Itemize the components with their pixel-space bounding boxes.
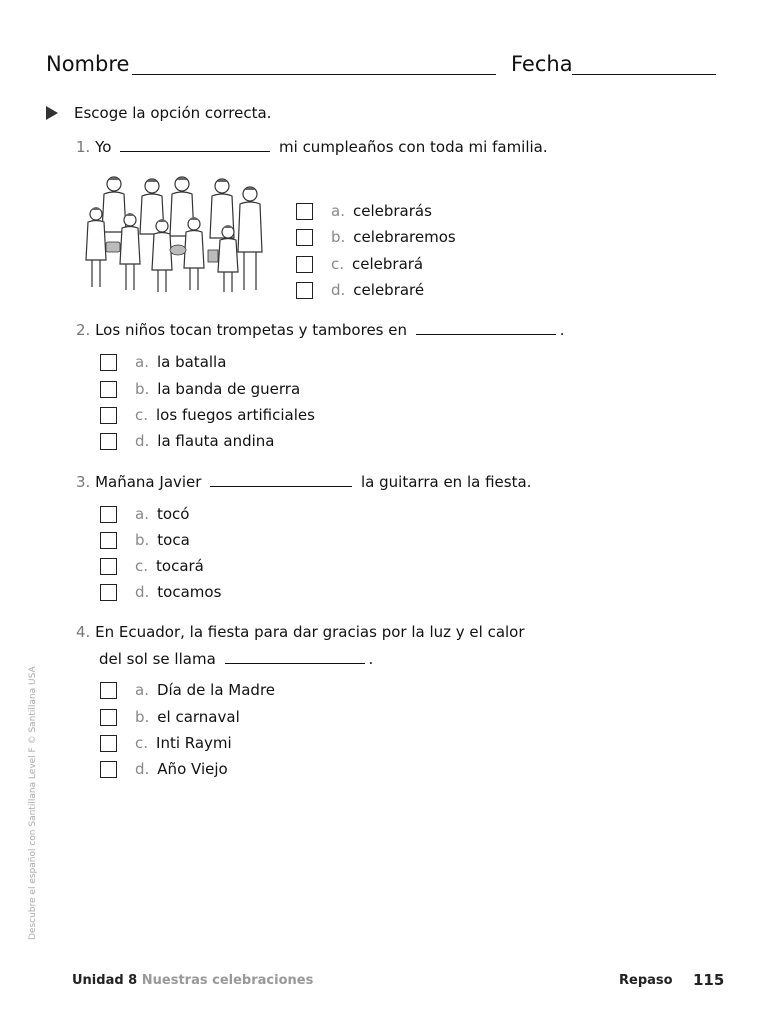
question-text-before: Los niños tocan trompetas y tambores en bbox=[95, 321, 407, 339]
option-text: celebrarás bbox=[352, 202, 432, 220]
question-number: 1. bbox=[76, 138, 91, 156]
option-text: Inti Raymi bbox=[156, 734, 232, 752]
question-text-before: del sol se llama bbox=[99, 650, 216, 668]
question-3 bbox=[76, 472, 531, 491]
question-text-after: mi cumpleaños con toda mi familia. bbox=[279, 138, 548, 156]
option-letter: a. bbox=[135, 353, 149, 371]
option-text: Día de la Madre bbox=[156, 681, 276, 699]
checkbox[interactable] bbox=[100, 506, 117, 523]
option-letter: b. bbox=[135, 708, 150, 726]
option-4c bbox=[100, 734, 232, 752]
option-text: tocará bbox=[156, 557, 204, 575]
option-text: Año Viejo bbox=[157, 760, 228, 778]
checkbox[interactable] bbox=[100, 354, 117, 371]
checkbox[interactable] bbox=[100, 407, 117, 424]
checkbox[interactable] bbox=[100, 558, 117, 575]
question-4-line2 bbox=[99, 649, 373, 668]
option-text: la banda de guerra bbox=[157, 380, 301, 398]
option-2a bbox=[100, 353, 226, 371]
option-letter: d. bbox=[135, 583, 150, 601]
option-2c bbox=[100, 406, 315, 424]
answer-blank[interactable] bbox=[416, 320, 556, 335]
option-text: los fuegos artificiales bbox=[156, 406, 315, 424]
unit-title: Nuestras celebraciones bbox=[141, 973, 314, 988]
footer-unit bbox=[72, 973, 313, 988]
option-3c bbox=[100, 557, 204, 575]
option-text: celebraré bbox=[353, 281, 425, 299]
instruction-arrow-icon bbox=[46, 106, 58, 120]
checkbox[interactable] bbox=[100, 532, 117, 549]
answer-blank[interactable] bbox=[120, 137, 270, 152]
option-text: tocamos bbox=[157, 583, 222, 601]
unit-number: Unidad 8 bbox=[72, 973, 138, 988]
date-label: Fecha bbox=[511, 52, 573, 76]
footer-section: Repaso bbox=[619, 973, 673, 988]
option-letter: c. bbox=[331, 255, 345, 273]
checkbox[interactable] bbox=[100, 735, 117, 752]
option-1d bbox=[296, 281, 424, 299]
option-3b bbox=[100, 531, 190, 549]
option-4d bbox=[100, 760, 228, 778]
question-text-after: . bbox=[559, 321, 565, 339]
copyright-credit: Descubre el español con Santillana Level F © Santillana USA bbox=[28, 666, 38, 940]
family-celebration-illustration bbox=[82, 172, 272, 297]
option-letter: b. bbox=[135, 380, 150, 398]
option-text: tocó bbox=[156, 505, 190, 523]
option-2b bbox=[100, 380, 300, 398]
option-letter: a. bbox=[135, 505, 149, 523]
checkbox[interactable] bbox=[100, 709, 117, 726]
date-field[interactable] bbox=[572, 74, 716, 75]
question-2 bbox=[76, 320, 565, 339]
question-1 bbox=[76, 137, 548, 156]
name-label: Nombre bbox=[46, 52, 130, 76]
checkbox[interactable] bbox=[100, 761, 117, 778]
option-letter: d. bbox=[135, 432, 150, 450]
question-text-after: la guitarra en la fiesta. bbox=[361, 473, 532, 491]
option-letter: d. bbox=[135, 760, 150, 778]
option-letter: c. bbox=[135, 734, 149, 752]
name-field[interactable] bbox=[132, 74, 496, 75]
option-3a bbox=[100, 505, 189, 523]
checkbox[interactable] bbox=[296, 282, 313, 299]
option-text: la flauta andina bbox=[157, 432, 275, 450]
checkbox[interactable] bbox=[100, 584, 117, 601]
option-letter: c. bbox=[135, 406, 149, 424]
option-letter: a. bbox=[135, 681, 149, 699]
option-letter: d. bbox=[331, 281, 346, 299]
option-letter: a. bbox=[331, 202, 345, 220]
option-letter: b. bbox=[135, 531, 150, 549]
answer-blank[interactable] bbox=[225, 649, 365, 664]
instruction-text: Escoge la opción correcta. bbox=[74, 104, 272, 122]
option-2d bbox=[100, 432, 275, 450]
option-text: la batalla bbox=[156, 353, 227, 371]
option-4b bbox=[100, 708, 240, 726]
option-4a bbox=[100, 681, 275, 699]
option-letter: c. bbox=[135, 557, 149, 575]
question-4 bbox=[76, 623, 525, 641]
option-text: toca bbox=[157, 531, 190, 549]
question-text-after: . bbox=[368, 650, 374, 668]
question-number: 3. bbox=[76, 473, 91, 491]
question-text-line1: En Ecuador, la fiesta para dar gracias por la luz y el calor bbox=[95, 623, 525, 641]
option-3d bbox=[100, 583, 221, 601]
question-text-before: Yo bbox=[95, 138, 112, 156]
checkbox[interactable] bbox=[100, 682, 117, 699]
option-text: el carnaval bbox=[157, 708, 240, 726]
checkbox[interactable] bbox=[296, 229, 313, 246]
question-number: 2. bbox=[76, 321, 91, 339]
checkbox[interactable] bbox=[100, 381, 117, 398]
option-text: celebraremos bbox=[353, 228, 456, 246]
answer-blank[interactable] bbox=[210, 472, 352, 487]
option-1c bbox=[296, 255, 423, 273]
option-1a bbox=[296, 202, 432, 220]
option-text: celebrará bbox=[352, 255, 424, 273]
checkbox[interactable] bbox=[296, 203, 313, 220]
checkbox[interactable] bbox=[296, 256, 313, 273]
option-letter: b. bbox=[331, 228, 346, 246]
option-1b bbox=[296, 228, 456, 246]
question-number: 4. bbox=[76, 623, 91, 641]
checkbox[interactable] bbox=[100, 433, 117, 450]
page-number: 115 bbox=[693, 971, 725, 989]
question-text-before: Mañana Javier bbox=[95, 473, 202, 491]
